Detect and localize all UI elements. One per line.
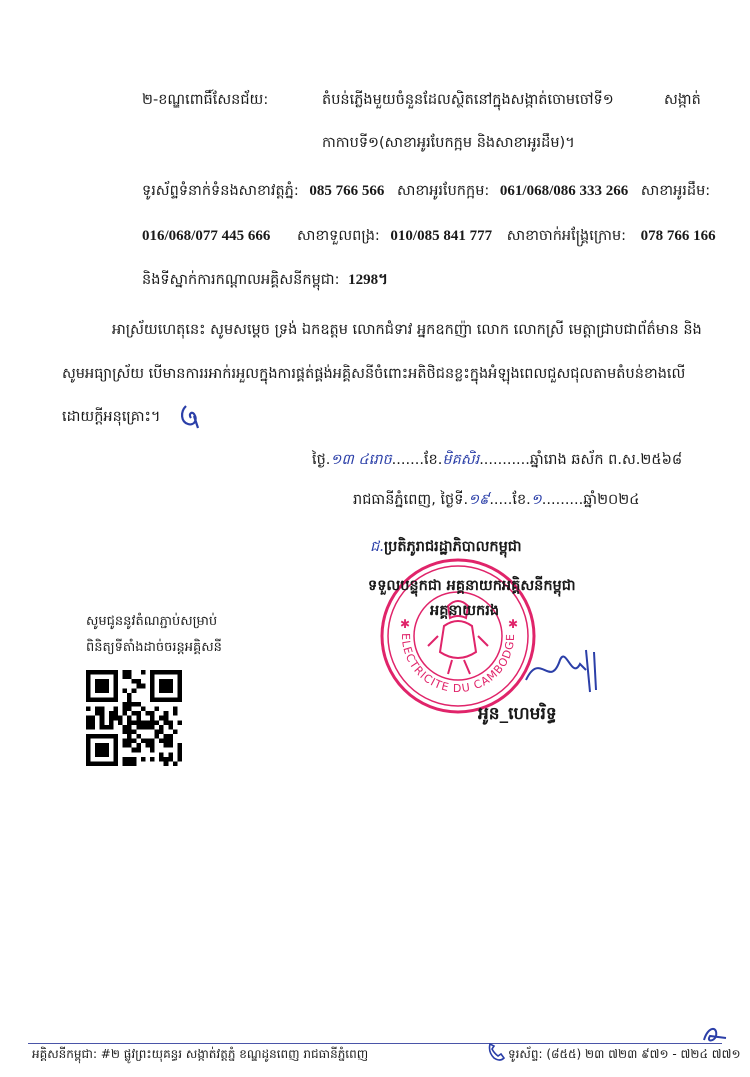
svg-text:✱: ✱ [400, 617, 411, 631]
area-label: ២-ខណ្ឌពោធិ៍សែនជ័យ: [142, 92, 269, 108]
toul-pong-ro-phone: 010/085 841 777 [390, 228, 493, 244]
date-year: ឆ្នាំ២០២៤ [583, 492, 640, 508]
initial-mark-icon [178, 402, 204, 430]
qr-caption-1: សូមជូននូវតំណភ្ជាប់សម្រាប់ [86, 614, 218, 629]
wat-phnom-phone: 085 766 566 [309, 183, 385, 199]
date-day: ១៩ [468, 492, 490, 508]
lunar-day-prefix: ថ្ងៃ. [312, 452, 331, 468]
signature-line2: ទទួលបន្ទុកជា អគ្គនាយកអគ្គិសនីកម្ពុជា [368, 578, 576, 594]
ou-dem-phone: 016/068/077 445 666 [142, 228, 271, 244]
contact-line2 [142, 226, 716, 246]
closing-line3: ដោយក្តីអនុគ្រោះ។ [62, 409, 161, 425]
area-text-end: សង្កាត់ [664, 92, 701, 108]
area-line2: កាកាបទី១(សាខាអូរបែកក្អម និងសាខាអូរដឹម)។ [322, 135, 575, 151]
handwritten-signature [520, 640, 610, 700]
footer-initial-mark [700, 1022, 730, 1046]
lunar-month: មិគសិរ [442, 452, 480, 468]
chak-angre-label: សាខាចាក់អង្គ្រែក្រោម: [506, 228, 627, 244]
signature-title [370, 537, 522, 557]
stamp-text: ELECTRICITE DU CAMBODGE [398, 632, 518, 696]
contact-intro [142, 181, 710, 201]
ou-dem-label: សាខាអូរដឹម: [640, 183, 711, 199]
gregorian-date-line: រាជធានីភ្នំពេញ, ថ្ងៃទី.១៩.....ខែ.១.........ឆ្នាំ២០២៤ [353, 492, 640, 508]
signature-prefix: ជ. [370, 539, 384, 555]
city-prefix: រាជធានីភ្នំពេញ, ថ្ងៃទី. [353, 492, 469, 508]
signature-line1: ប្រតិភូរាជរដ្ឋាភិបាលកម្ពុជា [383, 539, 522, 555]
lunar-month-prefix: ខែ. [423, 452, 443, 468]
svg-text:ELECTRICITE DU CAMBODGE [399, 633, 517, 695]
closing-line1: អាស្រ័យហេតុនេះ សូមសម្តេច ទ្រង់ ឯកឧត្តម លោកជំទាវ អ្នកឧកញ៉ា លោក លោកស្រី មេត្តាជ្រាបជាព័ត៌មាន និង [112, 322, 702, 338]
svg-text:✱: ✱ [508, 617, 519, 631]
closing-line2: សូមអធ្យាស្រ័យ បើមានការរអាក់រអួលក្នុងការផ្គត់ផ្គង់អគ្គិសនីចំពោះអតិថិជនខ្លះក្នុងអំឡុងពេលជួសជុលតាមតំបន់ខាងលើ [62, 366, 686, 382]
footer-address: អគ្គិសនីកម្ពុជា: #២ ផ្លូវព្រះយុគន្ធរ សង្កាត់វត្តភ្នំ ខណ្ឌដូនពេញ រាជធានីភ្នំពេញ [32, 1047, 369, 1061]
ou-baek-label: សាខាអូរបែកក្អម: [396, 183, 490, 199]
toul-pong-ro-label: សាខាទួលពង្រ: [296, 228, 380, 244]
area-text: តំបន់ភ្លើងមួយចំនួនដែលស្ថិតនៅក្នុងសង្កាត់ចោមចៅទី១ [322, 92, 614, 108]
contact-line3 [142, 270, 388, 290]
ou-baek-phone: 061/068/086 333 266 [499, 183, 629, 199]
qr-caption-2: ពិនិត្យទីតាំងដាច់ចរន្តអគ្គិសនី [86, 640, 222, 655]
contact-intro-label: ទូរស័ព្ទទំនាក់ទំនងសាខាវត្តភ្នំ: [142, 183, 299, 199]
month-prefix: ខែ. [512, 492, 531, 508]
hq-label: និងទីស្នាក់ការកណ្តាលអគ្គិសនីកម្ពុជា: [142, 272, 340, 288]
hq-phone: 1298។ [348, 272, 388, 288]
lunar-year: ឆ្នាំរោង ឆស័ក ព.ស.២៥៦៨ [529, 452, 683, 468]
signatory-name: អូន_ហេមរិទ្ធ [478, 704, 557, 724]
lunar-date-line: ថ្ងៃ.១៣ ៤រោច.......ខែ.មិគសិរ...........ឆ្នាំរោង ឆស័ក ព.ស.២៥៦៨ [312, 452, 683, 468]
footer-phone: ទូរស័ព្ទ: (៨៥៥) ២៣ ៧២៣ ៩៧១ - ៧២៤ ៧៧១ [508, 1047, 741, 1061]
phone-icon [486, 1040, 506, 1062]
lunar-day: ១៣ ៤រោច [330, 452, 392, 468]
date-month: ១ [530, 492, 542, 508]
signature-line3: អគ្គនាយករង [430, 603, 500, 619]
location-qr-code[interactable] [86, 670, 182, 766]
chak-angre-phone: 078 766 166 [640, 228, 716, 244]
footer-divider [28, 1043, 722, 1044]
